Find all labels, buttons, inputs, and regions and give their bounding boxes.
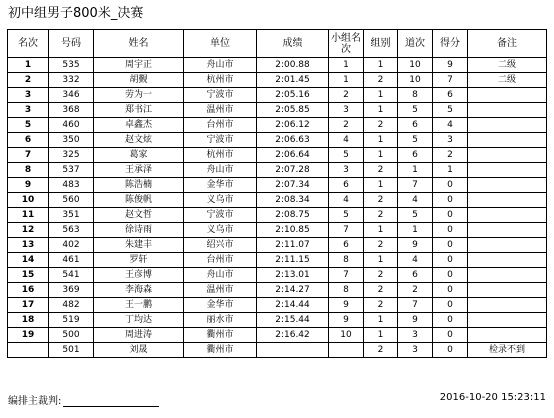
cell-unit: 金华市 [184, 178, 257, 193]
cell-rank: 5 [8, 118, 49, 133]
cell-unit: 衢州市 [184, 343, 257, 358]
cell-points: 0 [433, 178, 468, 193]
cell-bib: 535 [49, 58, 94, 73]
cell-unit: 舟山市 [184, 268, 257, 283]
cell-result: 2:14.44 [257, 298, 329, 313]
cell-group: 2 [364, 343, 398, 358]
table-row [8, 103, 547, 118]
cell-note [468, 193, 547, 208]
cell-lane: 7 [398, 178, 433, 193]
cell-lane: 4 [398, 253, 433, 268]
cell-name: 王彦博 [94, 268, 184, 283]
cell-result: 2:00.88 [257, 58, 329, 73]
cell-result: 2:07.34 [257, 178, 329, 193]
cell-lane: 3 [398, 343, 433, 358]
cell-result: 2:06.64 [257, 148, 329, 163]
cell-note [468, 163, 547, 178]
cell-note: 检录不到 [468, 343, 547, 358]
cell-lane: 2 [398, 283, 433, 298]
cell-note [468, 298, 547, 313]
cell-lane: 9 [398, 238, 433, 253]
cell-points: 0 [433, 223, 468, 238]
cell-bib: 350 [49, 133, 94, 148]
table-header-row [8, 30, 547, 58]
table-row [8, 268, 547, 283]
cell-name: 周宇正 [94, 58, 184, 73]
table-row [8, 208, 547, 223]
cell-bib: 346 [49, 88, 94, 103]
cell-note: 二级 [468, 58, 547, 73]
cell-group: 2 [364, 268, 398, 283]
cell-rank: 18 [8, 313, 49, 328]
header-group-rank: 小组名次 [329, 30, 364, 58]
cell-rank: 12 [8, 223, 49, 238]
cell-unit: 金华市 [184, 298, 257, 313]
cell-bib: 541 [49, 268, 94, 283]
cell-name: 赵文炫 [94, 133, 184, 148]
cell-group: 1 [364, 313, 398, 328]
cell-lane: 7 [398, 298, 433, 313]
cell-lane: 10 [398, 73, 433, 88]
cell-rank: 6 [8, 133, 49, 148]
cell-group: 1 [364, 328, 398, 343]
cell-result: 2:11.15 [257, 253, 329, 268]
cell-group: 1 [364, 223, 398, 238]
cell-points: 7 [433, 73, 468, 88]
cell-group-rank: 3 [329, 163, 364, 178]
cell-result: 2:16.42 [257, 328, 329, 343]
cell-bib: 501 [49, 343, 94, 358]
cell-bib: 483 [49, 178, 94, 193]
cell-rank: 19 [8, 328, 49, 343]
cell-rank: 1 [8, 58, 49, 73]
cell-group: 2 [364, 163, 398, 178]
cell-unit: 丽水市 [184, 313, 257, 328]
cell-name: 陈俊帆 [94, 193, 184, 208]
cell-unit: 义乌市 [184, 223, 257, 238]
cell-note [468, 223, 547, 238]
cell-rank: 17 [8, 298, 49, 313]
results-body [8, 58, 547, 358]
cell-result: 2:11.07 [257, 238, 329, 253]
cell-rank [8, 343, 49, 358]
cell-name: 葛家 [94, 148, 184, 163]
cell-name: 陈浩楠 [94, 178, 184, 193]
editor-label: 编排主裁判: [8, 396, 62, 407]
cell-name: 罗轩 [94, 253, 184, 268]
cell-bib: 460 [49, 118, 94, 133]
cell-group: 2 [364, 238, 398, 253]
cell-group-rank: 6 [329, 178, 364, 193]
cell-result: 2:13.01 [257, 268, 329, 283]
cell-result: 2:05.16 [257, 88, 329, 103]
cell-points: 0 [433, 208, 468, 223]
cell-group: 2 [364, 193, 398, 208]
header-bib: 号码 [49, 30, 94, 58]
cell-points: 9 [433, 58, 468, 73]
cell-bib: 537 [49, 163, 94, 178]
cell-rank: 14 [8, 253, 49, 268]
cell-note [468, 283, 547, 298]
cell-group-rank: 2 [329, 118, 364, 133]
cell-name: 卓鑫杰 [94, 118, 184, 133]
cell-unit: 舟山市 [184, 58, 257, 73]
header-unit: 单位 [184, 30, 257, 58]
table-row [8, 163, 547, 178]
table-row [8, 343, 547, 358]
cell-rank: 9 [8, 178, 49, 193]
cell-bib: 351 [49, 208, 94, 223]
cell-group: 1 [364, 148, 398, 163]
cell-group-rank: 4 [329, 133, 364, 148]
cell-name: 周进涛 [94, 328, 184, 343]
cell-name: 朱建丰 [94, 238, 184, 253]
cell-note [468, 118, 547, 133]
cell-name: 胡觐 [94, 73, 184, 88]
cell-points: 0 [433, 193, 468, 208]
cell-group: 1 [364, 88, 398, 103]
cell-note [468, 208, 547, 223]
cell-name: 赵文哲 [94, 208, 184, 223]
cell-result: 2:10.85 [257, 223, 329, 238]
cell-group-rank [329, 343, 364, 358]
cell-group: 1 [364, 58, 398, 73]
cell-rank: 3 [8, 88, 49, 103]
cell-rank: 10 [8, 193, 49, 208]
cell-lane: 1 [398, 163, 433, 178]
cell-group: 2 [364, 73, 398, 88]
cell-rank: 7 [8, 148, 49, 163]
cell-bib: 402 [49, 238, 94, 253]
cell-result: 2:14.27 [257, 283, 329, 298]
cell-group-rank: 9 [329, 313, 364, 328]
cell-rank: 2 [8, 73, 49, 88]
cell-group: 1 [364, 178, 398, 193]
cell-group-rank: 8 [329, 283, 364, 298]
table-row [8, 298, 547, 313]
cell-points: 2 [433, 148, 468, 163]
cell-note [468, 328, 547, 343]
cell-name: 丁均达 [94, 313, 184, 328]
cell-note [468, 103, 547, 118]
cell-group: 1 [364, 253, 398, 268]
header-rank: 名次 [8, 30, 49, 58]
cell-result: 2:08.75 [257, 208, 329, 223]
table-row [8, 283, 547, 298]
header-points: 得分 [433, 30, 468, 58]
table-row [8, 193, 547, 208]
cell-points: 0 [433, 253, 468, 268]
header-name: 姓名 [94, 30, 184, 58]
footer-timestamp: 2016-10-20 15:23:11 [439, 392, 546, 403]
cell-unit: 绍兴市 [184, 238, 257, 253]
cell-points: 4 [433, 118, 468, 133]
cell-result: 2:01.45 [257, 73, 329, 88]
cell-points: 5 [433, 103, 468, 118]
table-row [8, 58, 547, 73]
cell-note [468, 268, 547, 283]
cell-group-rank: 10 [329, 328, 364, 343]
cell-name: 徐诗雨 [94, 223, 184, 238]
cell-name: 刘晟 [94, 343, 184, 358]
cell-note [468, 148, 547, 163]
cell-note [468, 178, 547, 193]
table-row [8, 313, 547, 328]
table-row [8, 253, 547, 268]
cell-bib: 519 [49, 313, 94, 328]
footer-editor [8, 392, 159, 407]
cell-note [468, 253, 547, 268]
cell-bib: 563 [49, 223, 94, 238]
cell-result: 2:07.28 [257, 163, 329, 178]
cell-group: 1 [364, 133, 398, 148]
cell-lane: 4 [398, 193, 433, 208]
cell-group-rank: 7 [329, 268, 364, 283]
cell-group: 2 [364, 208, 398, 223]
cell-points: 6 [433, 88, 468, 103]
table-row [8, 73, 547, 88]
page-title: 初中组男子800米_决赛 [8, 6, 144, 21]
table-row [8, 133, 547, 148]
cell-group: 2 [364, 283, 398, 298]
cell-lane: 8 [398, 88, 433, 103]
header-result: 成绩 [257, 30, 329, 58]
cell-unit: 台州市 [184, 253, 257, 268]
cell-rank: 11 [8, 208, 49, 223]
cell-points: 1 [433, 163, 468, 178]
cell-points: 0 [433, 313, 468, 328]
cell-note [468, 238, 547, 253]
cell-result [257, 343, 329, 358]
cell-lane: 9 [398, 313, 433, 328]
cell-points: 0 [433, 298, 468, 313]
cell-unit: 杭州市 [184, 148, 257, 163]
cell-note [468, 313, 547, 328]
cell-lane: 1 [398, 223, 433, 238]
cell-result: 2:06.63 [257, 133, 329, 148]
cell-group-rank: 5 [329, 208, 364, 223]
cell-name: 劳为一 [94, 88, 184, 103]
cell-lane: 6 [398, 148, 433, 163]
cell-group-rank: 1 [329, 58, 364, 73]
cell-unit: 宁波市 [184, 88, 257, 103]
results-table [7, 29, 547, 358]
cell-points: 3 [433, 133, 468, 148]
cell-name: 郑书江 [94, 103, 184, 118]
cell-bib: 332 [49, 73, 94, 88]
table-row [8, 223, 547, 238]
cell-bib: 500 [49, 328, 94, 343]
cell-lane: 6 [398, 118, 433, 133]
cell-lane: 10 [398, 58, 433, 73]
cell-points: 0 [433, 343, 468, 358]
table-row [8, 118, 547, 133]
cell-points: 0 [433, 328, 468, 343]
cell-bib: 482 [49, 298, 94, 313]
cell-group-rank: 4 [329, 193, 364, 208]
cell-rank: 3 [8, 103, 49, 118]
cell-group-rank: 7 [329, 223, 364, 238]
header-lane: 道次 [398, 30, 433, 58]
cell-unit: 宁波市 [184, 208, 257, 223]
table-row [8, 238, 547, 253]
cell-bib: 369 [49, 283, 94, 298]
cell-group: 1 [364, 103, 398, 118]
cell-rank: 16 [8, 283, 49, 298]
cell-points: 0 [433, 283, 468, 298]
cell-rank: 8 [8, 163, 49, 178]
cell-group-rank: 1 [329, 73, 364, 88]
cell-points: 0 [433, 268, 468, 283]
cell-group: 2 [364, 118, 398, 133]
table-row [8, 88, 547, 103]
cell-unit: 杭州市 [184, 73, 257, 88]
cell-unit: 宁波市 [184, 133, 257, 148]
cell-unit: 衢州市 [184, 328, 257, 343]
cell-unit: 义乌市 [184, 193, 257, 208]
cell-unit: 台州市 [184, 118, 257, 133]
cell-note [468, 133, 547, 148]
cell-group-rank: 2 [329, 88, 364, 103]
cell-bib: 461 [49, 253, 94, 268]
cell-group-rank: 6 [329, 238, 364, 253]
cell-bib: 325 [49, 148, 94, 163]
cell-name: 王一鹏 [94, 298, 184, 313]
cell-unit: 舟山市 [184, 163, 257, 178]
header-group: 组别 [364, 30, 398, 58]
cell-result: 2:05.85 [257, 103, 329, 118]
cell-rank: 15 [8, 268, 49, 283]
cell-lane: 5 [398, 208, 433, 223]
cell-group-rank: 9 [329, 298, 364, 313]
cell-lane: 5 [398, 103, 433, 118]
cell-unit: 温州市 [184, 283, 257, 298]
cell-result: 2:15.44 [257, 313, 329, 328]
signature-line [63, 396, 159, 407]
table-row [8, 328, 547, 343]
table-row [8, 178, 547, 193]
cell-result: 2:08.34 [257, 193, 329, 208]
cell-result: 2:06.12 [257, 118, 329, 133]
cell-note: 二级 [468, 73, 547, 88]
cell-note [468, 88, 547, 103]
cell-points: 0 [433, 238, 468, 253]
cell-unit: 温州市 [184, 103, 257, 118]
cell-lane: 5 [398, 133, 433, 148]
cell-bib: 368 [49, 103, 94, 118]
cell-bib: 560 [49, 193, 94, 208]
cell-name: 李海森 [94, 283, 184, 298]
cell-lane: 6 [398, 268, 433, 283]
table-row [8, 148, 547, 163]
header-note: 备注 [468, 30, 547, 58]
cell-rank: 13 [8, 238, 49, 253]
cell-lane: 3 [398, 328, 433, 343]
cell-group: 2 [364, 298, 398, 313]
cell-name: 王承泽 [94, 163, 184, 178]
cell-group-rank: 3 [329, 103, 364, 118]
cell-group-rank: 8 [329, 253, 364, 268]
cell-group-rank: 5 [329, 148, 364, 163]
